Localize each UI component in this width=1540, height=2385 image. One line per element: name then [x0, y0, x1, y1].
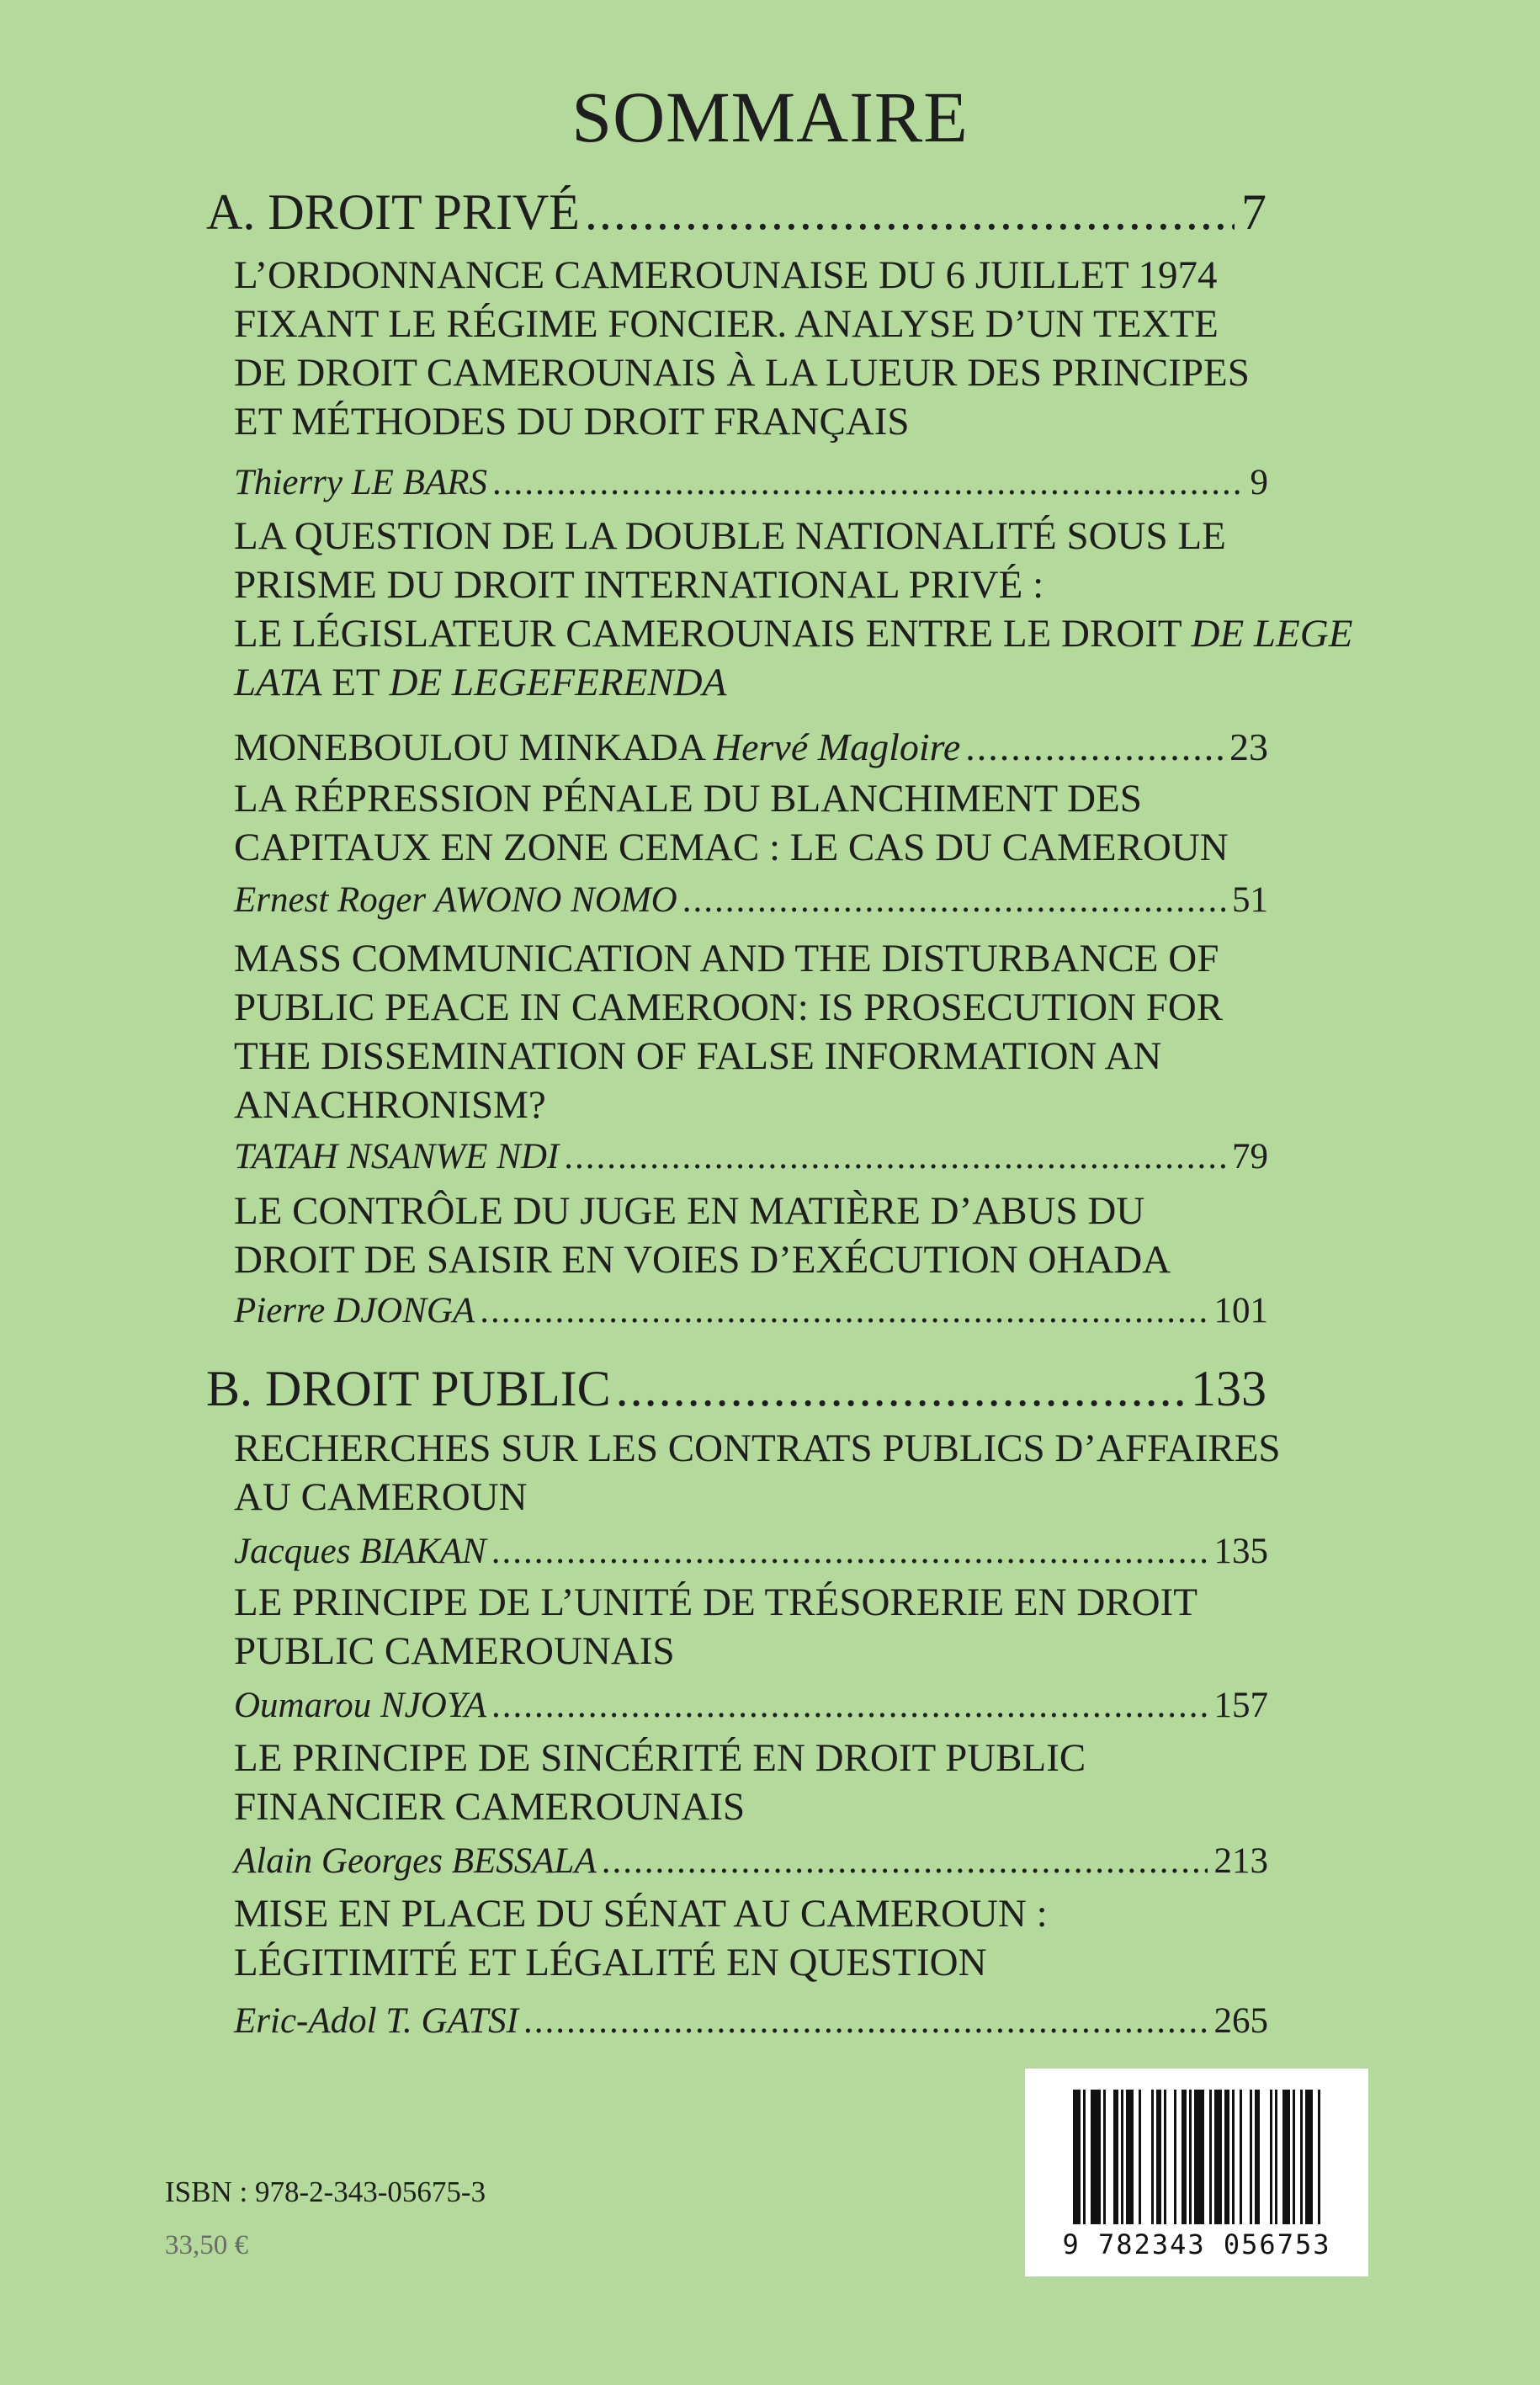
entry-author-line	[234, 2003, 1268, 2039]
entry-author-line	[234, 1687, 1268, 1724]
dot-leader	[492, 465, 1244, 501]
barcode-bar	[1270, 2090, 1272, 2224]
dot-leader	[480, 1293, 1207, 1329]
entry-title: LE CONTRÔLE DU JUGE EN MATIÈRE D’ABUS DU DROIT DE SAISIR EN VOIES D’EXÉCUTION OHADA	[234, 1189, 1171, 1282]
barcode-bar	[1182, 2090, 1187, 2224]
barcode-bar	[1103, 2090, 1106, 2224]
section-page-number: 133	[1191, 1361, 1267, 1416]
entry-title: MISE EN PLACE DU SÉNAT AU CAMEROUN : LÉGITIMITÉ ET LÉGALITÉ EN QUESTION	[234, 1892, 1048, 1984]
page-number: 23	[1229, 725, 1268, 768]
barcode-bar	[1113, 2090, 1118, 2224]
barcode-bar	[1073, 2090, 1081, 2224]
entry-title: LE PRINCIPE DE SINCÉRITÉ EN DROIT PUBLIC FINANCIER CAMEROUNAIS	[234, 1736, 1086, 1829]
author-name: Oumarou NJOYA	[234, 1686, 486, 1725]
entry-author-line	[234, 1293, 1268, 1329]
barcode-bars	[1073, 2090, 1320, 2224]
barcode-bar	[1293, 2090, 1295, 2224]
section-heading-droit-prive	[206, 184, 1267, 240]
entry-author-line	[234, 882, 1268, 918]
entry-author-line	[234, 1533, 1268, 1570]
price: 33,50 €	[165, 2230, 248, 2260]
barcode-digits: 9 782343 056753	[1062, 2228, 1331, 2260]
dot-leader	[965, 728, 1223, 767]
barcode-bar	[1174, 2090, 1176, 2224]
dot-leader	[682, 882, 1225, 918]
entry-title: MASS COMMUNICATION AND THE DISTURBANCE OF PUBLIC PEACE IN CAMEROON: IS PROSECUTION FOR THE DISSEMINATION OF FALSE INFORMATION AN ANACHRONISM?	[234, 937, 1224, 1127]
barcode-bar	[1250, 2090, 1252, 2224]
barcode-bar	[1214, 2090, 1222, 2224]
barcode-bar	[1224, 2090, 1229, 2224]
barcode-bar	[1083, 2090, 1086, 2224]
barcode-bar	[1240, 2090, 1242, 2224]
barcode-bar	[1156, 2090, 1161, 2224]
section-heading-droit-public	[206, 1363, 1267, 1414]
author-name: Alain Georges BESSALA	[234, 1841, 597, 1881]
barcode-bar	[1121, 2090, 1123, 2224]
page-number: 265	[1213, 2001, 1268, 2041]
barcode-bar	[1209, 2090, 1212, 2224]
dot-leader	[491, 1687, 1208, 1724]
barcode-bar	[1300, 2090, 1303, 2224]
barcode-bar	[1126, 2090, 1134, 2224]
page-number: 135	[1213, 1532, 1268, 1571]
author-name: Eric-Adol T. GATSI	[234, 2001, 518, 2041]
entry-title: LA RÉPRESSION PÉNALE DU BLANCHIMENT DES CAPITAUX EN ZONE CEMAC : LE CAS DU CAMEROUN	[234, 777, 1229, 869]
dot-leader	[523, 2003, 1208, 2039]
entry-author-line	[234, 725, 1268, 768]
entry-title: LE PRINCIPE DE L’UNITÉ DE TRÉSORERIE EN DROIT PUBLIC CAMEROUNAIS	[234, 1580, 1197, 1673]
page-number: 79	[1232, 1137, 1268, 1177]
barcode-bar	[1189, 2090, 1192, 2224]
author-name: Jacques BIAKAN	[234, 1532, 486, 1571]
barcode-bar	[1318, 2090, 1320, 2224]
barcode-bar	[1091, 2090, 1101, 2224]
barcode	[1025, 2069, 1368, 2276]
barcode-bar	[1232, 2090, 1235, 2224]
section-label: B. DROIT PUBLIC	[206, 1361, 611, 1416]
dot-leader	[616, 1363, 1184, 1414]
author-name: Pierre DJONGA	[234, 1291, 475, 1331]
section-page-number: 7	[1241, 184, 1267, 240]
barcode-bar	[1139, 2090, 1141, 2224]
entry-title: RECHERCHES SUR LES CONTRATS PUBLICS D’AFFAIRES AU CAMEROUN	[234, 1426, 1281, 1519]
section-label: A. DROIT PRIVÉ	[206, 184, 580, 240]
author-name: Ernest Roger AWONO NOMO	[234, 880, 677, 920]
author-name: MONEBOULOU MINKADA Hervé Magloire	[234, 725, 961, 768]
author-name: TATAH NSANWE NDI	[234, 1137, 560, 1177]
entry-author-line	[234, 465, 1268, 501]
barcode-bar	[1255, 2090, 1260, 2224]
dot-leader	[585, 187, 1235, 237]
page-number: 101	[1213, 1291, 1268, 1331]
page-number: 51	[1232, 880, 1268, 920]
entry-author-line	[234, 1139, 1268, 1175]
author-name: Thierry LE BARS	[234, 463, 487, 502]
barcode-bar	[1275, 2090, 1277, 2224]
dot-leader	[602, 1843, 1208, 1879]
barcode-bar	[1151, 2090, 1154, 2224]
barcode-bar	[1305, 2090, 1313, 2224]
dot-leader	[564, 1139, 1225, 1175]
entry-author-line	[234, 1843, 1268, 1879]
barcode-bar	[1282, 2090, 1290, 2224]
isbn: ISBN : 978-2-343-05675-3	[165, 2175, 486, 2208]
dot-leader	[491, 1533, 1208, 1570]
page-number: 157	[1213, 1686, 1268, 1725]
barcode-bar	[1164, 2090, 1166, 2224]
page-title: SOMMAIRE	[571, 77, 969, 157]
page-number: 9	[1250, 463, 1268, 502]
entry-title: LA QUESTION DE LA DOUBLE NATIONALITÉ SOUS LE PRISME DU DROIT INTERNATIONAL PRIVÉ : LE LÉGISLATEUR CAMEROUNAIS ENTRE LE DROIT DE LEGE LATA ET DE LEGEFERENDA	[234, 514, 1353, 704]
page-number: 213	[1213, 1841, 1268, 1881]
barcode-bar	[1194, 2090, 1204, 2224]
entry-title: L’ORDONNANCE CAMEROUNAISE DU 6 JUILLET 1974 FIXANT LE RÉGIME FONCIER. ANALYSE D’UN TEXTE DE DROIT CAMEROUNAIS À LA LUEUR DES PRINCIPES ET MÉTHODES DU DROIT FRANÇAIS	[234, 253, 1250, 444]
